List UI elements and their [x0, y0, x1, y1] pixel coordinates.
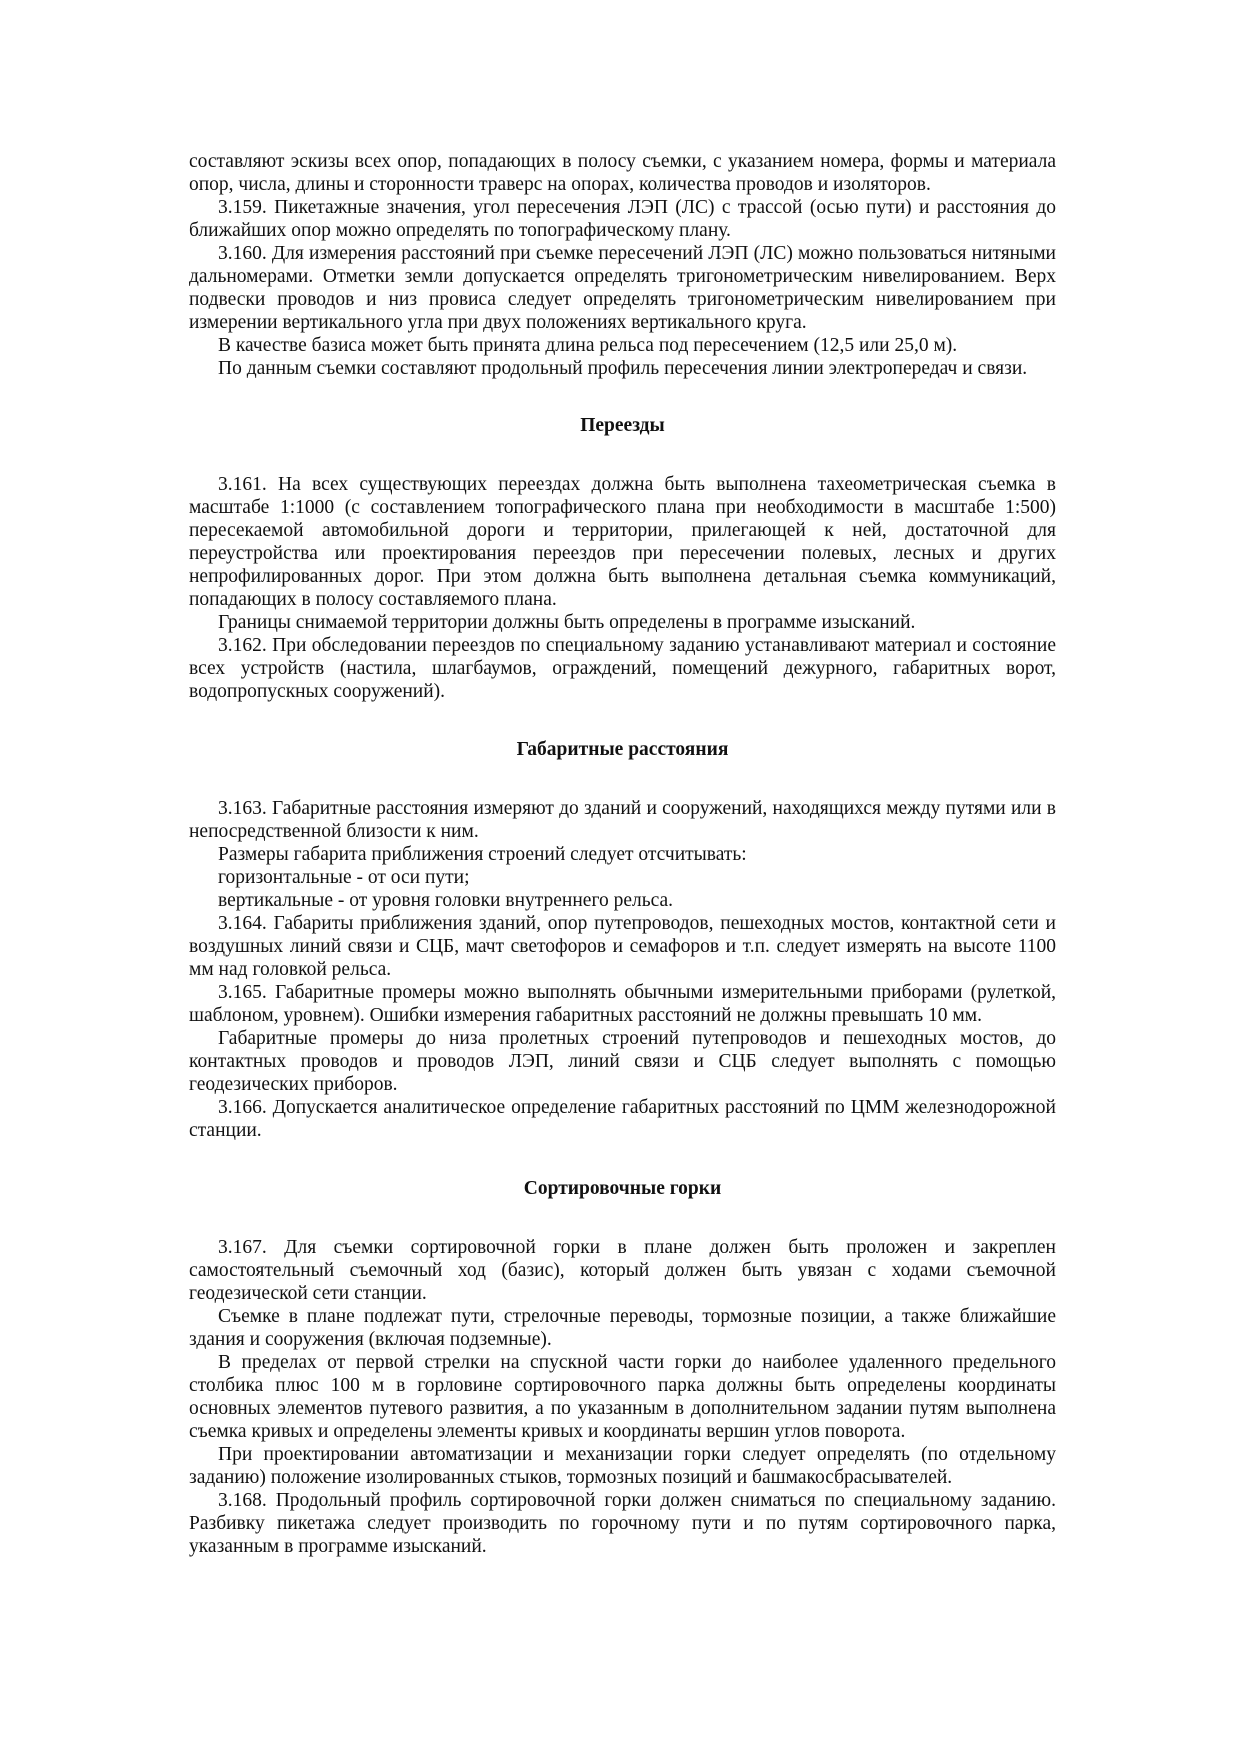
paragraph: В пределах от первой стрелки на спускной части горки до наиболее удаленного предельного столбика плюс 100 м в горловине сортировочного парка должны быть определены координаты основных элементов путевого развития, а по указанным в дополнительном задании путям выполнена съемка кривых и определены элементы кривых и координаты вершин углов поворота.: [189, 1352, 1056, 1442]
paragraph: Съемке в плане подлежат пути, стрелочные переводы, тормозные позиции, а также ближайшие здания и сооружения (включая подземные).: [189, 1306, 1056, 1350]
paragraph: составляют эскизы всех опор, попадающих в полосу съемки, с указанием номера, формы и материала опор, числа, длины и сторонности траверс на опорах, количества проводов и изоляторов.: [189, 151, 1056, 195]
paragraph: 3.162. При обследовании переездов по специальному заданию устанавливают материал и состояние всех устройств (настила, шлагбаумов, ограждений, помещений дежурного, габаритных ворот, водопропускных сооружений).: [189, 635, 1056, 702]
paragraph: вертикальные - от уровня головки внутреннего рельса.: [218, 890, 674, 911]
paragraph: При проектировании автоматизации и механизации горки следует определять (по отдельному заданию) положение изолированных стыков, тормозных позиций и башмакосбрасывателей.: [189, 1444, 1056, 1488]
paragraph: 3.159. Пикетажные значения, угол пересечения ЛЭП (ЛС) с трассой (осью пути) и расстояния до ближайших опор можно определять по топографическому плану.: [189, 197, 1056, 241]
paragraph: 3.160. Для измерения расстояний при съемке пересечений ЛЭП (ЛС) можно пользоваться нитяными дальномерами. Отметки земли допускается определять тригонометрическим нивелированием. Верх подвески проводов и низ провиса следует определять тригонометрическим нивелированием при измерении вертикального угла при двух положениях вертикального круга.: [189, 243, 1056, 333]
paragraph: 3.167. Для съемки сортировочной горки в плане должен быть проложен и закреплен самостоятельный съемочный ход (базис), который должен быть увязан с ходами съемочной геодезической сети станции.: [189, 1237, 1056, 1304]
paragraph: 3.163. Габаритные расстояния измеряют до зданий и сооружений, находящихся между путями или в непосредственной близости к ним.: [189, 798, 1056, 842]
paragraph: 3.161. На всех существующих переездах должна быть выполнена тахеометрическая съемка в масштабе 1:1000 (с составлением топографического плана при необходимости в масштабе 1:500) пересекаемой автомобильной дороги и территории, прилегающей к ней, достаточной для переустройства или проектирования переездов при пересечении полевых, лесных и других непрофилированных дорог. При этом должна быть выполнена детальная съемка коммуникаций, попадающих в полосу составляемого плана.: [189, 474, 1056, 610]
paragraph: Границы снимаемой территории должны быть определены в программе изысканий.: [218, 612, 916, 633]
paragraph: В качестве базиса может быть принята длина рельса под пересечением (12,5 или 25,0 м).: [218, 335, 958, 356]
paragraph: 3.166. Допускается аналитическое определение габаритных расстояний по ЦММ железнодорожной станции.: [189, 1097, 1056, 1141]
paragraph: 3.165. Габаритные промеры можно выполнять обычными измерительными приборами (рулеткой, шаблоном, уровнем). Ошибки измерения габаритных расстояний не должны превышать 10 мм.: [189, 982, 1056, 1026]
paragraph: По данным съемки составляют продольный профиль пересечения линии электропередач и связи.: [218, 358, 1028, 379]
paragraph: горизонтальные - от оси пути;: [218, 867, 470, 888]
paragraph: Габаритные промеры до низа пролетных строений путепроводов и пешеходных мостов, до контактных проводов и проводов ЛЭП, линий связи и СЦБ следует выполнять с помощью геодезических приборов.: [189, 1028, 1056, 1095]
section-heading-hump-yards: Сортировочные горки: [523, 1178, 722, 1199]
paragraph: 3.164. Габариты приближения зданий, опор путепроводов, пешеходных мостов, контактной сети и воздушных линий связи и СЦБ, мачт светофоров и семафоров и т.п. следует измерять на высоте 1100 мм над головкой рельса.: [189, 913, 1056, 980]
section-heading-clearances: Габаритные расстояния: [516, 739, 729, 760]
paragraph: 3.168. Продольный профиль сортировочной горки должен сниматься по специальному заданию. Разбивку пикетажа следует производить по горочному пути и по путям сортировочного парка, указанным в программе изысканий.: [189, 1490, 1056, 1557]
section-heading-crossings: Переезды: [580, 415, 665, 436]
paragraph: Размеры габарита приближения строений следует отсчитывать:: [218, 844, 747, 865]
document-page: [189, 150, 1056, 1558]
